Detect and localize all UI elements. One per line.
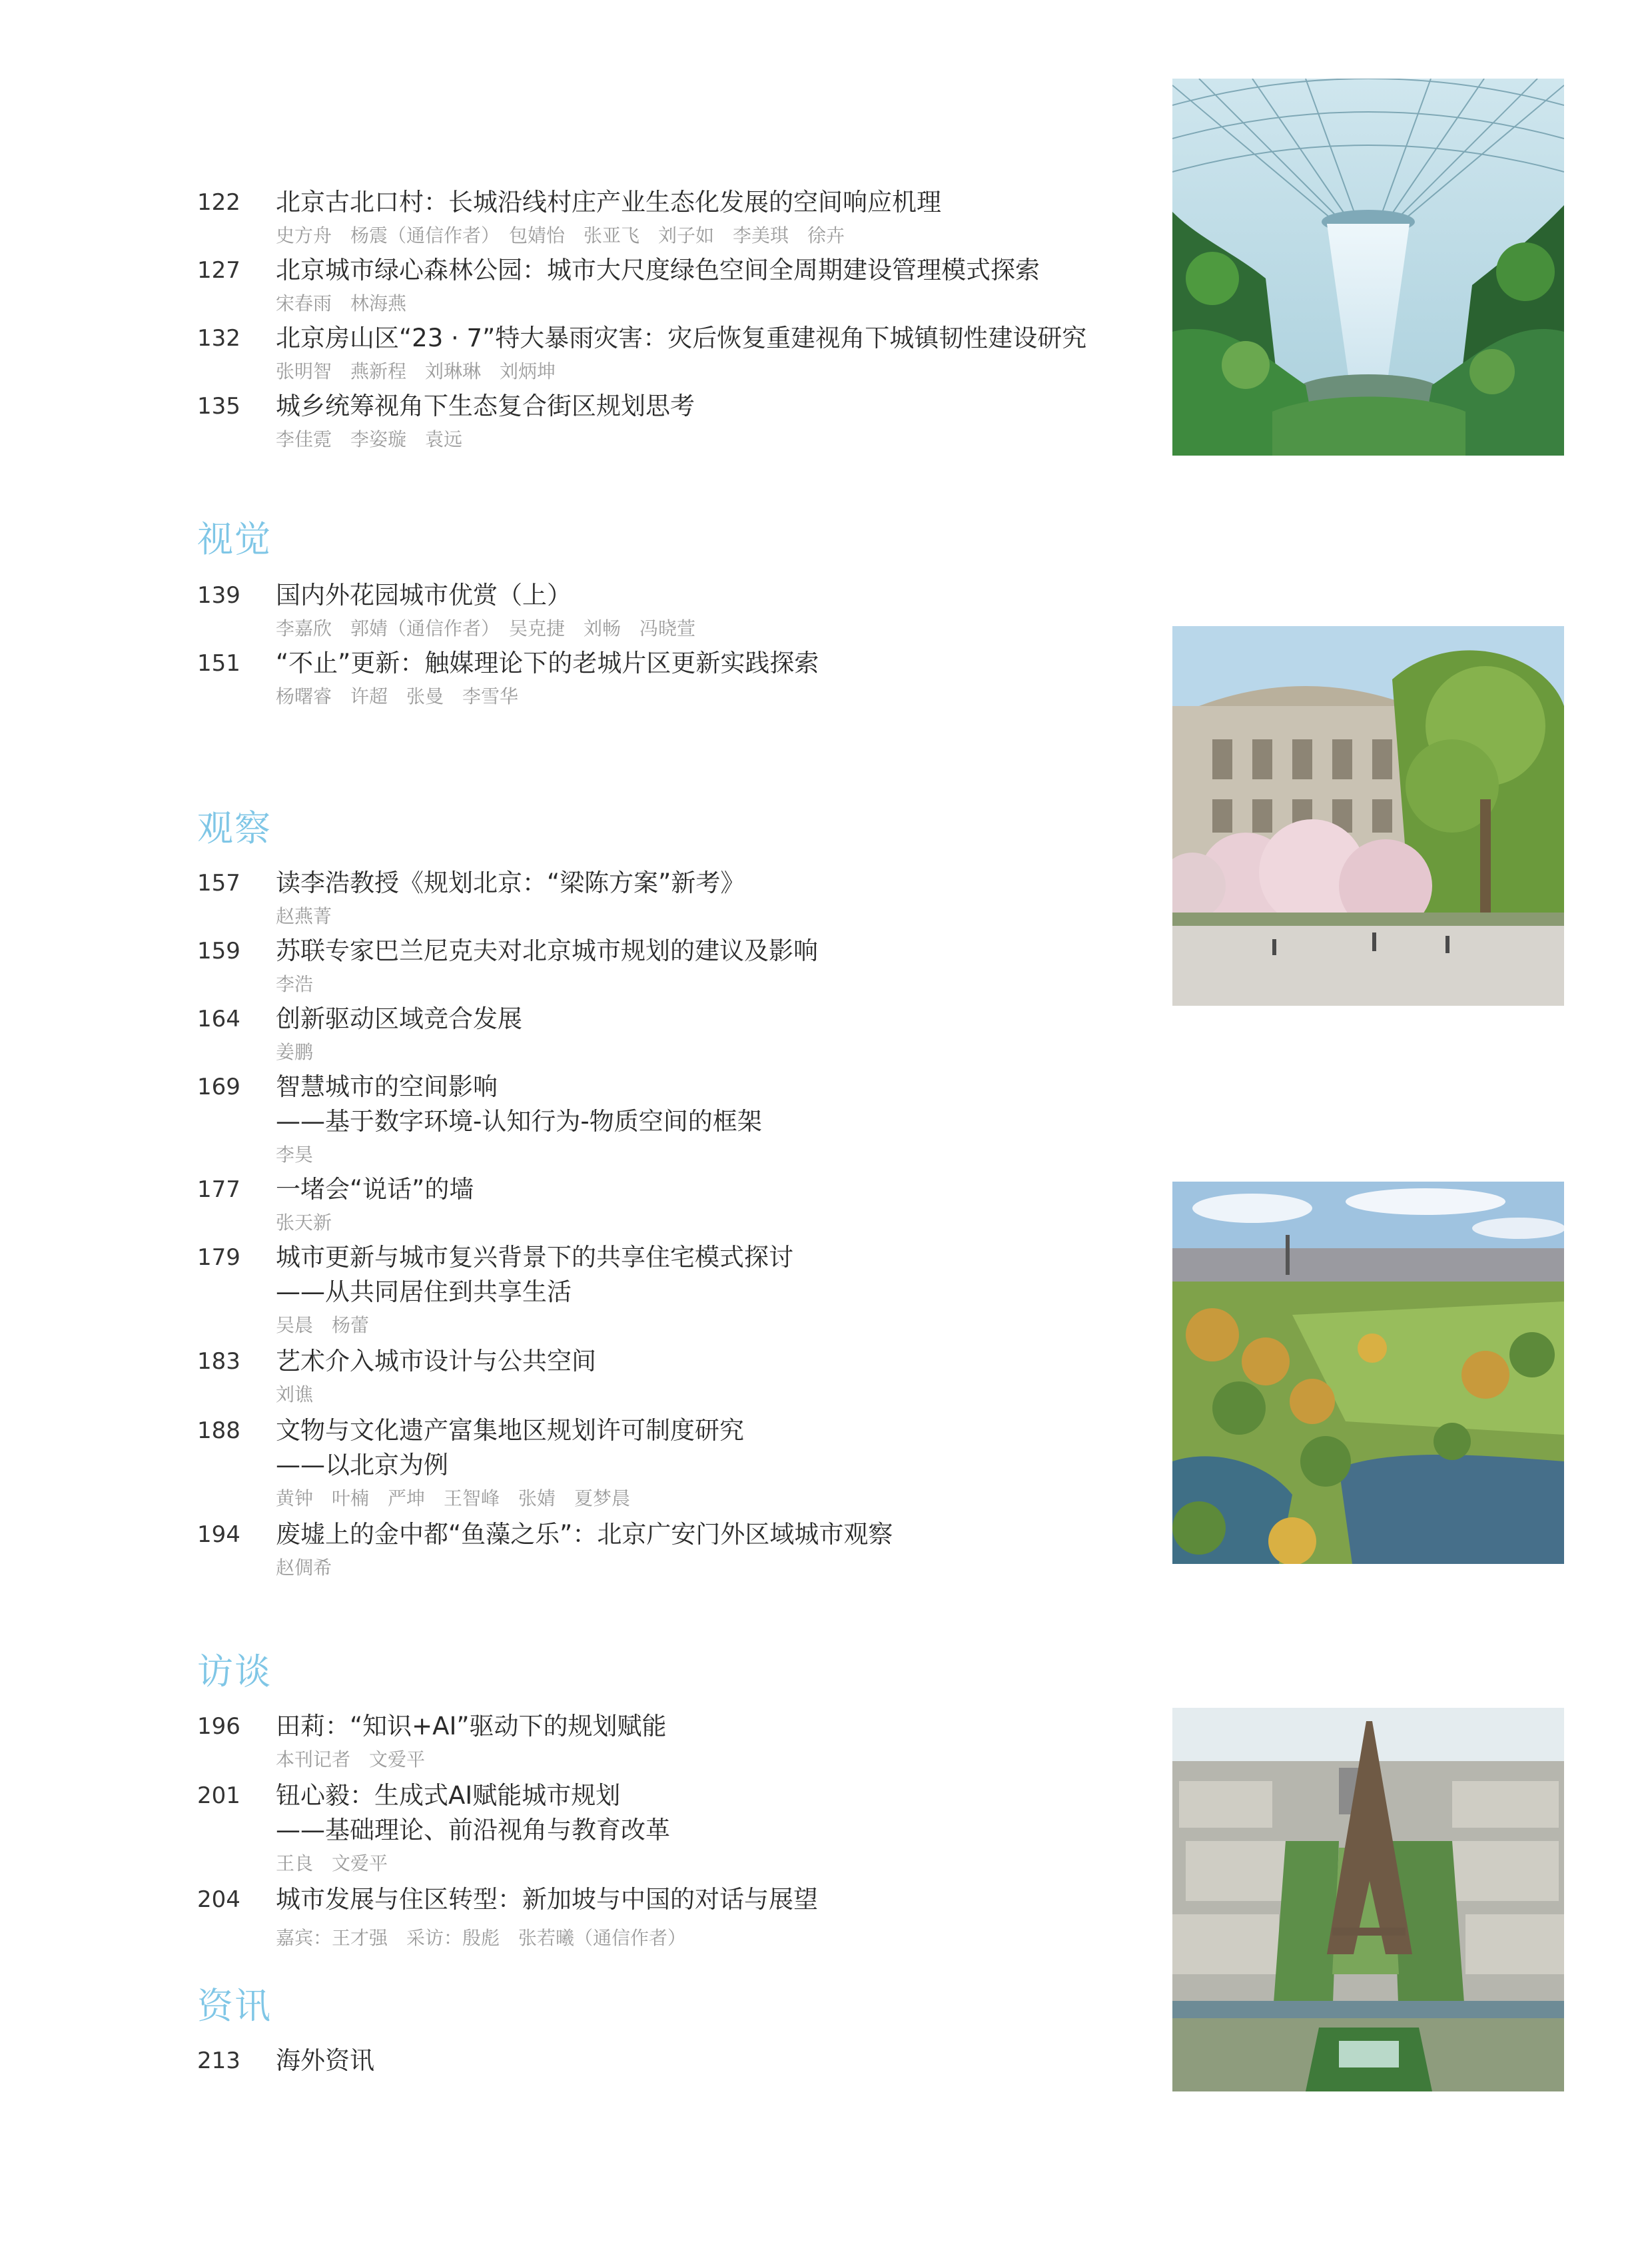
- entry-title: 废墟上的金中都“鱼藻之乐”：北京广安门外区域城市观察: [276, 1520, 893, 1549]
- entry-page-number: 179: [197, 1244, 240, 1271]
- entry-authors: 李嘉欣 郭婧（通信作者） 吴克捷 刘畅 冯晓萱: [276, 617, 696, 639]
- photo-eiffel-aerial-image: [1172, 1708, 1564, 2091]
- entry-page-number: 159: [197, 938, 240, 964]
- entry-title: 城乡统筹视角下生态复合街区规划思考: [276, 392, 695, 420]
- entry-title: 苏联专家巴兰尼克夫对北京城市规划的建议及影响: [276, 936, 818, 965]
- entry-authors: 赵倜希: [276, 1557, 332, 1579]
- photo-opera-square: [1172, 626, 1564, 1006]
- entry-authors: 宋春雨 林海燕: [276, 292, 407, 314]
- entry-authors: 王良 文爱平: [276, 1852, 388, 1874]
- entry-page-number: 188: [197, 1417, 240, 1444]
- entry-title: 北京城市绿心森林公园：城市大尺度绿色空间全周期建设管理模式探索: [276, 256, 1040, 284]
- entry-authors: 本刊记者 文爱平: [276, 1748, 426, 1770]
- entry-authors: 李昊: [276, 1144, 314, 1166]
- entry-page-number: 122: [197, 189, 240, 216]
- entry-title: 智慧城市的空间影响: [276, 1072, 498, 1101]
- entry-authors: 刘谯: [276, 1383, 314, 1405]
- entry-page-number: 151: [197, 650, 240, 677]
- entry-page-number: 183: [197, 1348, 240, 1375]
- section-heading: 访谈: [197, 1651, 272, 1692]
- entry-authors: 张明智 燕新程 刘琳琳 刘炳坤: [276, 360, 556, 382]
- entry-page-number: 169: [197, 1074, 240, 1100]
- entry-authors: 张天新: [276, 1212, 332, 1234]
- photo-indoor-waterfall-image: [1172, 79, 1564, 456]
- entry-page-number: 213: [197, 2048, 240, 2074]
- entry-authors: 史方舟 杨震（通信作者） 包婧怡 张亚飞 刘子如 李美琪 徐卉: [276, 224, 845, 246]
- photo-eiffel-aerial: [1172, 1708, 1564, 2091]
- entry-authors: 姜鹏: [276, 1041, 314, 1063]
- entry-title: 田莉：“知识+AI”驱动下的规划赋能: [276, 1712, 667, 1740]
- entry-title: 北京房山区“23 · 7”特大暴雨灾害：灾后恢复重建视角下城镇韧性建设研究: [276, 324, 1087, 352]
- entry-title: 文物与文化遗产富集地区规划许可制度研究: [276, 1416, 744, 1445]
- entry-title: 北京古北口村：长城沿线村庄产业生态化发展的空间响应机理: [276, 188, 941, 216]
- entry-page-number: 204: [197, 1886, 240, 1913]
- entry-title: 读李浩教授《规划北京：“梁陈方案”新考》: [276, 869, 745, 897]
- entry-authors: 李佳霓 李姿璇 袁远: [276, 428, 463, 450]
- entry-page-number: 194: [197, 1521, 240, 1548]
- entry-title: 国内外花园城市优赏（上）: [276, 581, 572, 609]
- entry-subtitle: ——以北京为例: [276, 1451, 448, 1479]
- entry-page-number: 164: [197, 1006, 240, 1032]
- entry-subtitle: ——从共同居住到共享生活: [276, 1278, 572, 1306]
- entry-page-number: 177: [197, 1176, 240, 1203]
- entry-authors: 黄钟 叶楠 严坤 王智峰 张婧 夏梦晨: [276, 1487, 631, 1509]
- section-heading: 资讯: [197, 1985, 272, 2027]
- entry-subtitle: ——基于数字环境-认知行为-物质空间的框架: [276, 1107, 762, 1136]
- entry-page-number: 135: [197, 393, 240, 420]
- photo-opera-square-image: [1172, 626, 1564, 1006]
- entry-page-number: 127: [197, 257, 240, 284]
- photo-aerial-park-image: [1172, 1182, 1564, 1564]
- entry-title: 城市发展与住区转型：新加坡与中国的对话与展望: [276, 1885, 818, 1914]
- entry-authors: 吴晨 杨蕾: [276, 1314, 370, 1336]
- entry-page-number: 196: [197, 1713, 240, 1740]
- section-heading: 视觉: [197, 518, 272, 560]
- entry-title: 一堵会“说话”的墙: [276, 1175, 474, 1204]
- entry-page-number: 157: [197, 870, 240, 897]
- photo-aerial-park: [1172, 1182, 1564, 1564]
- entry-authors: 李浩: [276, 973, 314, 995]
- entry-title: “不止”更新：触媒理论下的老城片区更新实践探索: [276, 649, 819, 677]
- entry-page-number: 139: [197, 582, 240, 609]
- entry-page-number: 201: [197, 1782, 240, 1809]
- entry-authors: 杨曙睿 许超 张曼 李雪华: [276, 685, 519, 707]
- entry-title: 钮心毅：生成式AI赋能城市规划: [276, 1781, 621, 1810]
- entry-authors: 赵燕菁: [276, 905, 332, 927]
- entry-title: 创新驱动区域竞合发展: [276, 1004, 522, 1033]
- entry-title: 海外资讯: [276, 2046, 374, 2075]
- photo-indoor-waterfall: [1172, 79, 1564, 456]
- entry-title: 城市更新与城市复兴背景下的共享住宅模式探讨: [276, 1243, 793, 1272]
- entry-authors: 嘉宾：王才强 采访：殷彪 张若曦（通信作者）: [276, 1927, 687, 1949]
- entry-subtitle: ——基础理论、前沿视角与教育改革: [276, 1816, 670, 1844]
- entry-page-number: 132: [197, 325, 240, 352]
- entry-title: 艺术介入城市设计与公共空间: [276, 1347, 596, 1375]
- section-heading: 观察: [197, 807, 272, 849]
